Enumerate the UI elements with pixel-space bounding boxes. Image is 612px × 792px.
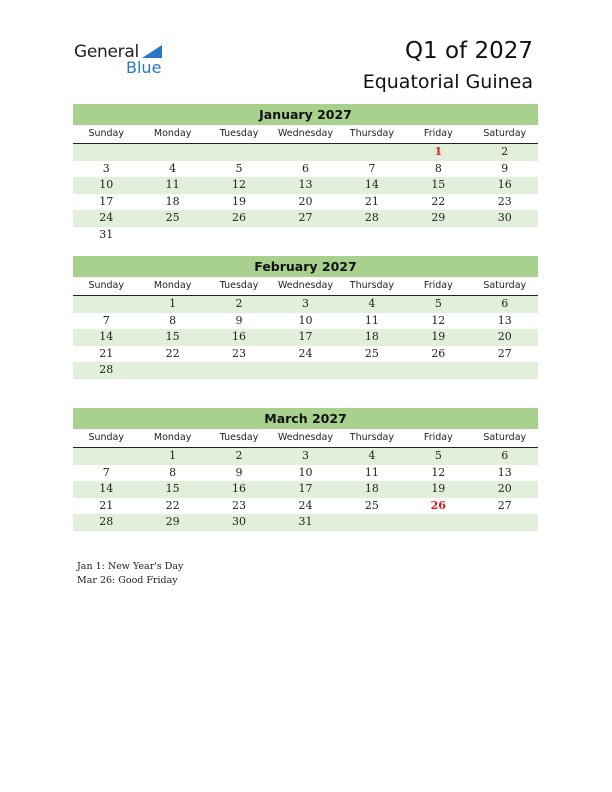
logo-word-general: General xyxy=(74,42,139,62)
date-cell: 6 xyxy=(501,297,509,310)
date-cell: 26 xyxy=(232,211,247,225)
weekday-label: Wednesday xyxy=(277,128,333,139)
date-cell: 14 xyxy=(364,178,379,192)
date-cell: 2 xyxy=(235,449,243,462)
date-cell: 9 xyxy=(235,465,243,479)
date-cell: 8 xyxy=(169,313,177,327)
date-cell: 31 xyxy=(99,227,114,241)
month-calendar-march xyxy=(73,408,538,531)
date-cell: 19 xyxy=(431,482,446,496)
date-cell: 23 xyxy=(497,194,512,208)
date-cell: 4 xyxy=(368,449,376,462)
date-cell xyxy=(272,362,338,379)
date-cell: 9 xyxy=(501,161,509,175)
page-title: Q1 of 2027 xyxy=(404,38,533,64)
weekday-header-row xyxy=(73,277,538,296)
holiday-date-cell: 1 xyxy=(434,145,443,158)
date-cell xyxy=(472,227,538,244)
date-cell: 21 xyxy=(99,346,114,360)
week-row xyxy=(73,210,538,227)
date-cell: 17 xyxy=(298,330,313,344)
date-cell: 5 xyxy=(434,449,442,462)
date-cell: 24 xyxy=(298,498,313,512)
date-cell: 14 xyxy=(99,482,114,496)
date-cell xyxy=(405,362,471,379)
date-cell: 22 xyxy=(431,194,446,208)
weekday-label: Sunday xyxy=(88,432,124,443)
date-cell: 31 xyxy=(298,515,313,529)
date-cell: 30 xyxy=(232,515,247,529)
month-calendar-february xyxy=(73,256,538,379)
date-cell: 3 xyxy=(301,297,309,310)
date-cell xyxy=(272,227,338,244)
date-cell: 28 xyxy=(364,211,379,225)
date-cell: 19 xyxy=(431,330,446,344)
date-cell: 15 xyxy=(165,330,180,344)
date-cell: 6 xyxy=(301,161,309,175)
date-cell: 28 xyxy=(99,363,114,377)
date-cell: 14 xyxy=(99,330,114,344)
date-cell: 22 xyxy=(165,346,180,360)
date-cell: 27 xyxy=(497,498,512,512)
weekday-label: Wednesday xyxy=(277,432,333,443)
date-cell: 10 xyxy=(298,465,313,479)
weekday-label: Tuesday xyxy=(219,128,259,139)
date-cell: 19 xyxy=(232,194,247,208)
date-cell: 4 xyxy=(368,297,376,310)
date-cell: 25 xyxy=(364,498,379,512)
date-cell: 12 xyxy=(431,465,446,479)
date-cell: 8 xyxy=(434,161,442,175)
date-cell: 12 xyxy=(431,313,446,327)
date-cell: 13 xyxy=(497,465,512,479)
weekday-label: Saturday xyxy=(483,280,527,291)
logo-triangle-icon xyxy=(142,45,162,58)
date-cell: 25 xyxy=(165,211,180,225)
week-row xyxy=(73,296,538,313)
date-cell: 8 xyxy=(169,465,177,479)
date-cell: 18 xyxy=(364,482,379,496)
date-cell: 5 xyxy=(434,297,442,310)
date-cell: 20 xyxy=(497,482,512,496)
date-cell: 18 xyxy=(165,194,180,208)
date-cell: 24 xyxy=(99,211,114,225)
date-cell xyxy=(206,144,272,161)
date-cell: 17 xyxy=(99,194,114,208)
month-header: February 2027 xyxy=(73,256,538,277)
date-cell: 29 xyxy=(165,515,180,529)
date-cell xyxy=(139,362,205,379)
date-cell: 23 xyxy=(232,498,247,512)
month-header: January 2027 xyxy=(73,104,538,125)
week-row xyxy=(73,481,538,498)
date-cell: 1 xyxy=(169,297,177,310)
date-cell: 3 xyxy=(301,449,309,462)
week-row xyxy=(73,144,538,161)
week-row xyxy=(73,362,538,379)
date-cell xyxy=(139,144,205,161)
date-cell: 7 xyxy=(102,313,110,327)
date-cell: 10 xyxy=(298,313,313,327)
date-cell: 20 xyxy=(497,330,512,344)
weekday-header-row xyxy=(73,125,538,144)
date-cell: 13 xyxy=(298,178,313,192)
date-cell: 21 xyxy=(99,498,114,512)
week-row xyxy=(73,498,538,515)
logo-word-blue: Blue xyxy=(126,58,162,77)
week-row xyxy=(73,227,538,244)
date-cell: 28 xyxy=(99,515,114,529)
date-cell: 12 xyxy=(232,178,247,192)
week-row xyxy=(73,346,538,363)
date-cell: 15 xyxy=(431,178,446,192)
date-cell: 5 xyxy=(235,161,243,175)
date-cell xyxy=(472,514,538,531)
weekday-label: Monday xyxy=(153,128,192,139)
week-row xyxy=(73,329,538,346)
date-cell: 16 xyxy=(497,178,512,192)
date-cell: 16 xyxy=(232,330,247,344)
date-cell xyxy=(339,514,405,531)
date-cell: 27 xyxy=(298,211,313,225)
date-cell: 15 xyxy=(165,482,180,496)
month-calendar-january xyxy=(73,104,538,244)
weekday-label: Saturday xyxy=(483,128,527,139)
date-cell xyxy=(339,362,405,379)
date-cell: 9 xyxy=(235,313,243,327)
weekday-label: Wednesday xyxy=(277,280,333,291)
date-cell: 3 xyxy=(102,161,110,175)
holiday-notes xyxy=(77,560,183,588)
weekday-label: Thursday xyxy=(349,128,394,139)
date-cell xyxy=(206,227,272,244)
weekday-header-row xyxy=(73,429,538,448)
date-cell xyxy=(339,227,405,244)
date-cell: 11 xyxy=(364,313,379,327)
date-cell xyxy=(73,448,139,465)
date-cell: 27 xyxy=(497,346,512,360)
weekday-label: Sunday xyxy=(88,128,124,139)
date-cell: 4 xyxy=(169,161,177,175)
weekday-label: Friday xyxy=(423,432,453,443)
date-cell: 7 xyxy=(368,161,376,175)
weekday-label: Friday xyxy=(423,280,453,291)
week-row xyxy=(73,161,538,178)
weekday-label: Tuesday xyxy=(219,280,259,291)
week-row xyxy=(73,514,538,531)
date-cell: 17 xyxy=(298,482,313,496)
date-cell: 13 xyxy=(497,313,512,327)
date-cell xyxy=(339,144,405,161)
week-row xyxy=(73,465,538,482)
generalblue-logo xyxy=(74,42,174,78)
date-cell: 21 xyxy=(364,194,379,208)
date-cell xyxy=(405,514,471,531)
holiday-date-cell: 26 xyxy=(430,498,446,512)
date-cell: 24 xyxy=(298,346,313,360)
weekday-label: Saturday xyxy=(483,432,527,443)
date-cell: 11 xyxy=(165,178,180,192)
holiday-note: Jan 1: New Year's Day xyxy=(77,561,184,572)
date-cell: 23 xyxy=(232,346,247,360)
date-cell: 1 xyxy=(169,449,177,462)
date-cell xyxy=(139,227,205,244)
date-cell: 2 xyxy=(501,145,509,158)
weekday-label: Friday xyxy=(423,128,453,139)
holiday-note: Mar 26: Good Friday xyxy=(77,575,178,586)
date-cell xyxy=(206,362,272,379)
date-cell xyxy=(73,144,139,161)
month-header: March 2027 xyxy=(73,408,538,429)
date-cell: 30 xyxy=(497,211,512,225)
date-cell: 26 xyxy=(431,346,446,360)
country-subtitle: Equatorial Guinea xyxy=(362,71,533,93)
date-cell: 25 xyxy=(364,346,379,360)
date-cell: 6 xyxy=(501,449,509,462)
date-cell: 2 xyxy=(235,297,243,310)
weekday-label: Tuesday xyxy=(219,432,259,443)
date-cell: 22 xyxy=(165,498,180,512)
date-cell: 20 xyxy=(298,194,313,208)
date-cell: 10 xyxy=(99,178,114,192)
weekday-label: Thursday xyxy=(349,432,394,443)
date-cell: 18 xyxy=(364,330,379,344)
date-cell xyxy=(472,362,538,379)
week-row xyxy=(73,177,538,194)
week-row xyxy=(73,194,538,211)
date-cell xyxy=(73,296,139,313)
week-row xyxy=(73,448,538,465)
date-cell: 29 xyxy=(431,211,446,225)
week-row xyxy=(73,313,538,330)
date-cell: 11 xyxy=(364,465,379,479)
weekday-label: Sunday xyxy=(88,280,124,291)
date-cell: 16 xyxy=(232,482,247,496)
weekday-label: Thursday xyxy=(349,280,394,291)
weekday-label: Monday xyxy=(153,280,192,291)
date-cell: 7 xyxy=(102,465,110,479)
date-cell xyxy=(272,144,338,161)
weekday-label: Monday xyxy=(153,432,192,443)
date-cell xyxy=(405,227,471,244)
